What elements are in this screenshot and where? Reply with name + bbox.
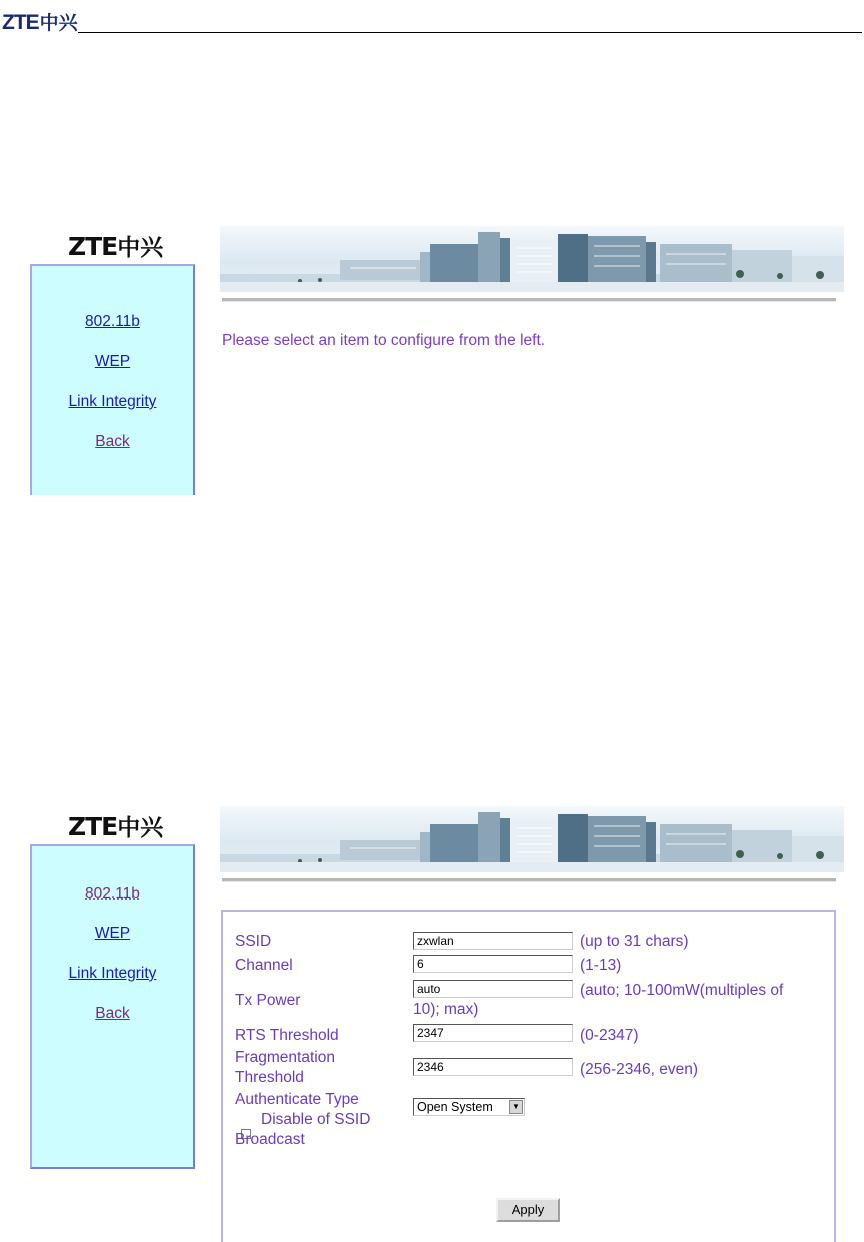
zte-logo: ZTE中兴 [2, 11, 78, 34]
banner-divider [222, 298, 836, 302]
nav-link-back[interactable]: Back [95, 1005, 130, 1022]
authenticate-type-label: Authenticate Type [235, 1091, 359, 1108]
select-item-message: Please select an item to configure from the left. [222, 332, 546, 349]
nav-list [32, 846, 193, 1034]
nav-link-wep[interactable]: WEP [94, 925, 131, 942]
document-header [0, 6, 864, 36]
fragmentation-threshold-input[interactable] [413, 1058, 573, 1076]
disable-ssid-broadcast-label: Disable of SSID [261, 1111, 371, 1128]
nav-list [32, 266, 193, 462]
channel-label: Channel [235, 957, 293, 974]
channel-input[interactable] [413, 955, 573, 973]
sidebar-logo: ZTE中兴 [68, 232, 164, 261]
nav-link-link-integrity[interactable]: Link Integrity [68, 965, 157, 982]
fragmentation-threshold-hint: (256-2346, even) [580, 1061, 699, 1078]
ssid-input[interactable] [413, 932, 573, 950]
rts-threshold-input[interactable] [413, 1024, 573, 1042]
tx-power-input[interactable] [413, 980, 573, 998]
ssid-hint: (up to 31 chars) [580, 933, 689, 950]
nav-link-back[interactable]: Back [95, 433, 130, 450]
tx-power-label: Tx Power [235, 992, 301, 1009]
wireless-settings-form [221, 910, 836, 1242]
ssid-label: SSID [235, 933, 272, 950]
authenticate-type-select[interactable] [413, 1098, 525, 1116]
fragmentation-threshold-label-line2: Threshold [235, 1069, 304, 1086]
fragmentation-threshold-label: Fragmentation [235, 1049, 335, 1066]
disable-ssid-broadcast-label-line2: Broadcast [235, 1131, 305, 1148]
nav-link-80211b[interactable]: 802.11b [85, 885, 140, 902]
dropdown-arrow-icon[interactable]: ▼ [509, 1100, 523, 1114]
sidebar-nav [30, 844, 195, 1169]
tx-power-hint-continued: 10); max) [413, 1001, 479, 1018]
sidebar-logo: ZTE中兴 [68, 812, 164, 841]
banner-divider [222, 878, 836, 882]
screenshot-home [0, 220, 864, 495]
header-banner-image [220, 806, 844, 872]
header-rule [78, 32, 862, 33]
building-illustration [220, 806, 844, 872]
sidebar-nav [30, 264, 195, 495]
header-banner-image [220, 226, 844, 292]
nav-link-link-integrity[interactable]: Link Integrity [68, 393, 157, 410]
rts-threshold-label: RTS Threshold [235, 1027, 339, 1044]
screenshot-80211b-settings [0, 800, 864, 1231]
rts-threshold-hint: (0-2347) [580, 1027, 639, 1044]
apply-button[interactable]: Apply [496, 1198, 560, 1222]
channel-hint: (1-13) [580, 957, 622, 974]
nav-link-wep[interactable]: WEP [94, 353, 131, 370]
authenticate-type-selected: Open System [417, 1100, 493, 1114]
tx-power-hint: (auto; 10-100mW(multiples of [580, 982, 784, 999]
nav-link-80211b[interactable]: 802.11b [85, 313, 140, 330]
building-illustration [220, 226, 844, 292]
